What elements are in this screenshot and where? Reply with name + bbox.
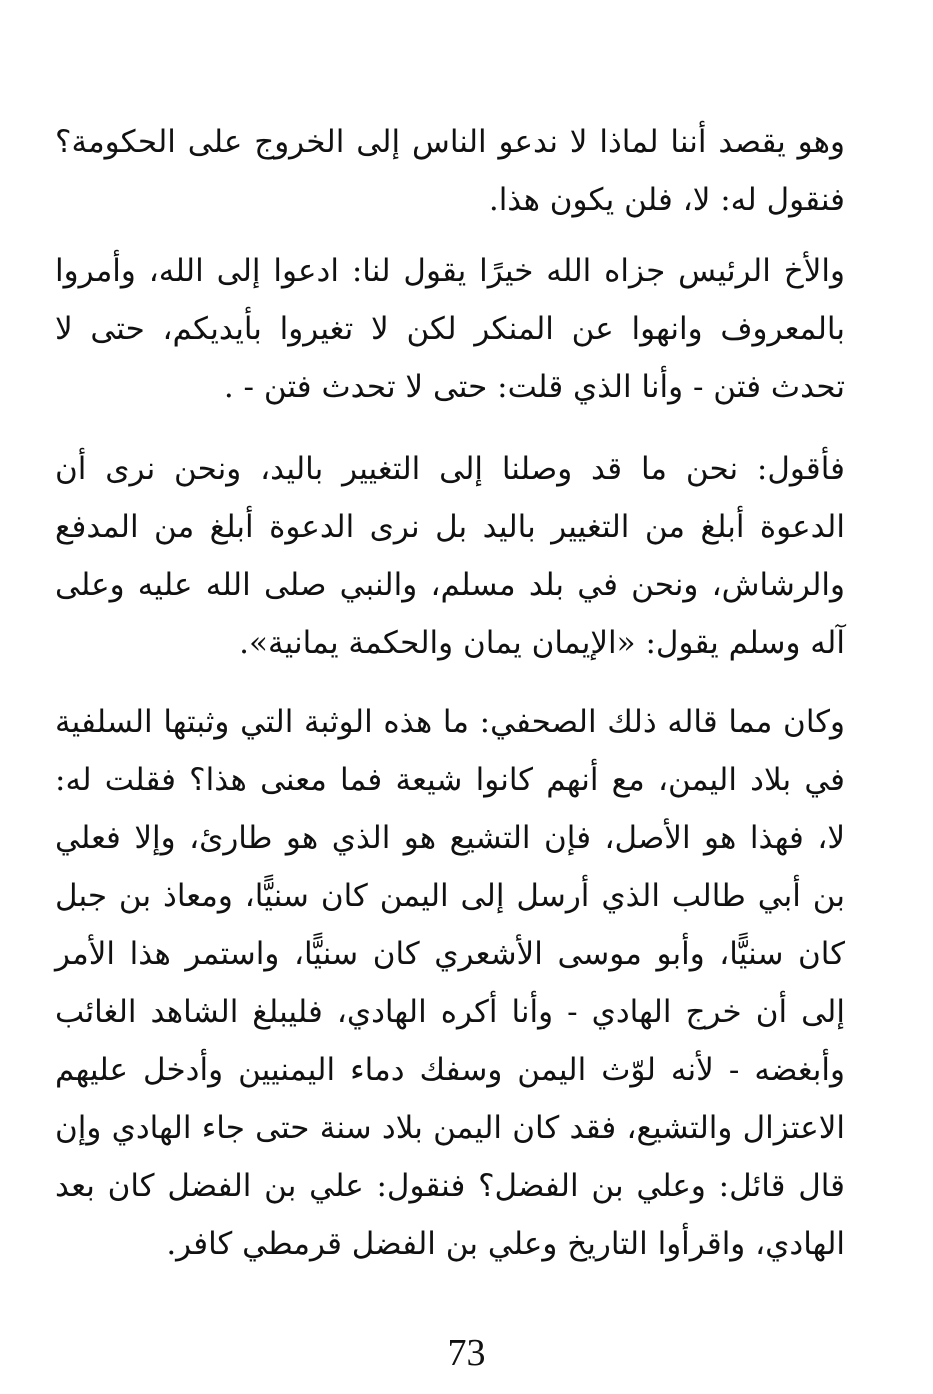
paragraph-2 — [55, 242, 845, 416]
paragraph-1 — [55, 113, 845, 229]
paragraph-3 — [55, 440, 845, 672]
paragraph-text: وهو يقصد أننا لماذا لا ندعو الناس إلى الخروج على الحكومة؟ فنقول له: لا، فلن يكون هذا. — [55, 124, 845, 218]
paragraph-text: وكان مما قاله ذلك الصحفي: ما هذه الوثبة التي وثبتها السلفية في بلاد اليمن، مع أنهم كانوا شيعة فما معنى هذا؟ فقلت له: لا، فهذا هو الأصل، فإن التشيع هو الذي هو طارئ، وإلا فعلي بن أبي طالب الذي أرسل إلى اليمن كان سنيًّا، ومعاذ بن جبل كان سنيًّا، وأبو موسى الأشعري كان سنيًّا، واستمر هذا الأمر إلى أن خرج الهادي - وأنا أكره الهادي، فليبلغ الشاهد الغائب وأبغضه - لأنه لوّث اليمن وسفك دماء اليمنيين وأدخل عليهم الاعتزال والتشيع، فقد كان اليمن بلاد سنة حتى جاء الهادي وإن قال قائل: وعلي بن الفضل؟ فنقول: علي بن الفضل كان بعد الهادي، واقرأوا التاريخ وعلي بن الفضل قرمطي كافر. — [55, 704, 845, 1262]
paragraph-4 — [55, 693, 845, 1273]
paragraph-text: والأخ الرئيس جزاه الله خيرًا يقول لنا: ادعوا إلى الله، وأمروا بالمعروف وانهوا عن المنكر لكن لا تغيروا بأيديكم، حتى لا تحدث فتن - وأنا الذي قلت: حتى لا تحدث فتن - . — [55, 253, 845, 405]
page-number: 73 — [447, 1332, 486, 1374]
paragraph-text: فأقول: نحن ما قد وصلنا إلى التغيير باليد، ونحن نرى أن الدعوة أبلغ من التغيير باليد بل نرى الدعوة أبلغ من المدفع والرشاش، ونحن في بلد مسلم، والنبي صلى الله عليه وعلى آله وسلم يقول: «الإيمان يمان والحكمة يمانية». — [55, 451, 845, 661]
